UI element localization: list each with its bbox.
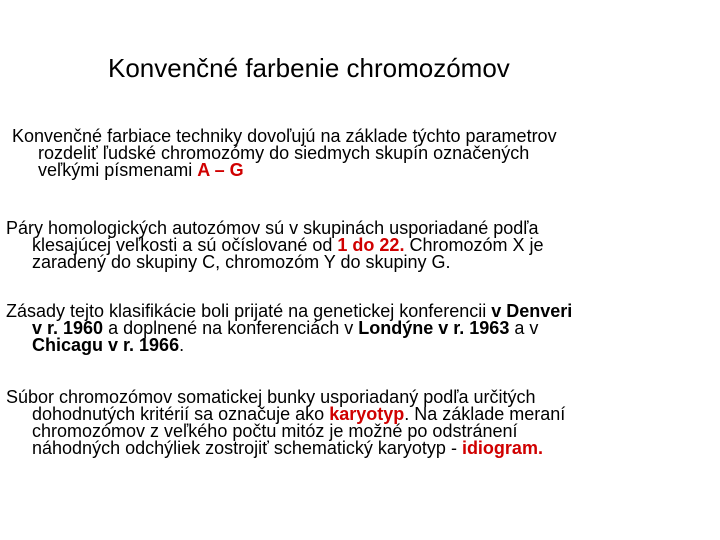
p3-line-3 (6, 337, 686, 354)
bold-1960: v r. 1960 (32, 318, 104, 338)
p4-line-4-text: náhodných odchýliek zostrojiť schematický karyotyp - (32, 438, 462, 458)
p1-line-2: rozdeliť ľudské chromozómy do siedmych skupín označených (38, 143, 530, 163)
slide-title: Konvenčné farbenie chromozómov (108, 53, 510, 83)
p1-line-1: Konvenčné farbiace techniky dovoľujú na základe týchto parametrov (12, 126, 557, 146)
p4-line-1: Súbor chromozómov somatickej bunky usporiadaný podľa určitých (6, 387, 536, 407)
p2-line-1: Páry homologických autozómov sú v skupinách usporiadané podľa (6, 218, 539, 238)
p2-line-3: zaradený do skupiny C, chromozóm Y do skupiny G. (32, 252, 451, 272)
bold-london-1963: Londýne v r. 1963 (358, 318, 510, 338)
p2-line-2-text: klesajúcej veľkosti a sú očíslované od (32, 235, 338, 255)
bold-denver: v Denveri (491, 301, 573, 321)
p1-line-3 (12, 162, 692, 179)
p3-line-3-tail: . (179, 335, 185, 355)
p4-line-2-tail: . Na základe meraní (404, 404, 566, 424)
highlight-1-to-22: 1 do 22. (337, 235, 405, 255)
p3-line-2-text: a doplnené na konferenciách v (103, 318, 359, 338)
p4-line-3: chromozómov z veľkého počtu mitóz je možné po odstránení (32, 421, 518, 441)
p2-line-2-tail: Chromozóm X je (404, 235, 544, 255)
paragraph-karyotype (6, 389, 686, 457)
highlight-groups-a-g: A – G (197, 160, 244, 180)
p3-line-1-text: Zásady tejto klasifikácie boli prijaté na genetickej konferencii (6, 301, 492, 321)
paragraph-homologous-pairs (6, 220, 686, 271)
p1-line-3-text: veľkými písmenami (38, 160, 198, 180)
p3-line-2-tail: a v (509, 318, 539, 338)
bold-chicago-1966: Chicagu v r. 1966 (32, 335, 180, 355)
highlight-idiogram: idiogram. (461, 438, 543, 458)
highlight-karyotyp: karyotyp (329, 404, 405, 424)
p4-line-2-text: dohodnutých kritérií sa označuje ako (32, 404, 330, 424)
paragraph-classification-rules (6, 303, 686, 354)
paragraph-conventional-staining (12, 128, 692, 179)
p4-line-4 (6, 440, 686, 457)
